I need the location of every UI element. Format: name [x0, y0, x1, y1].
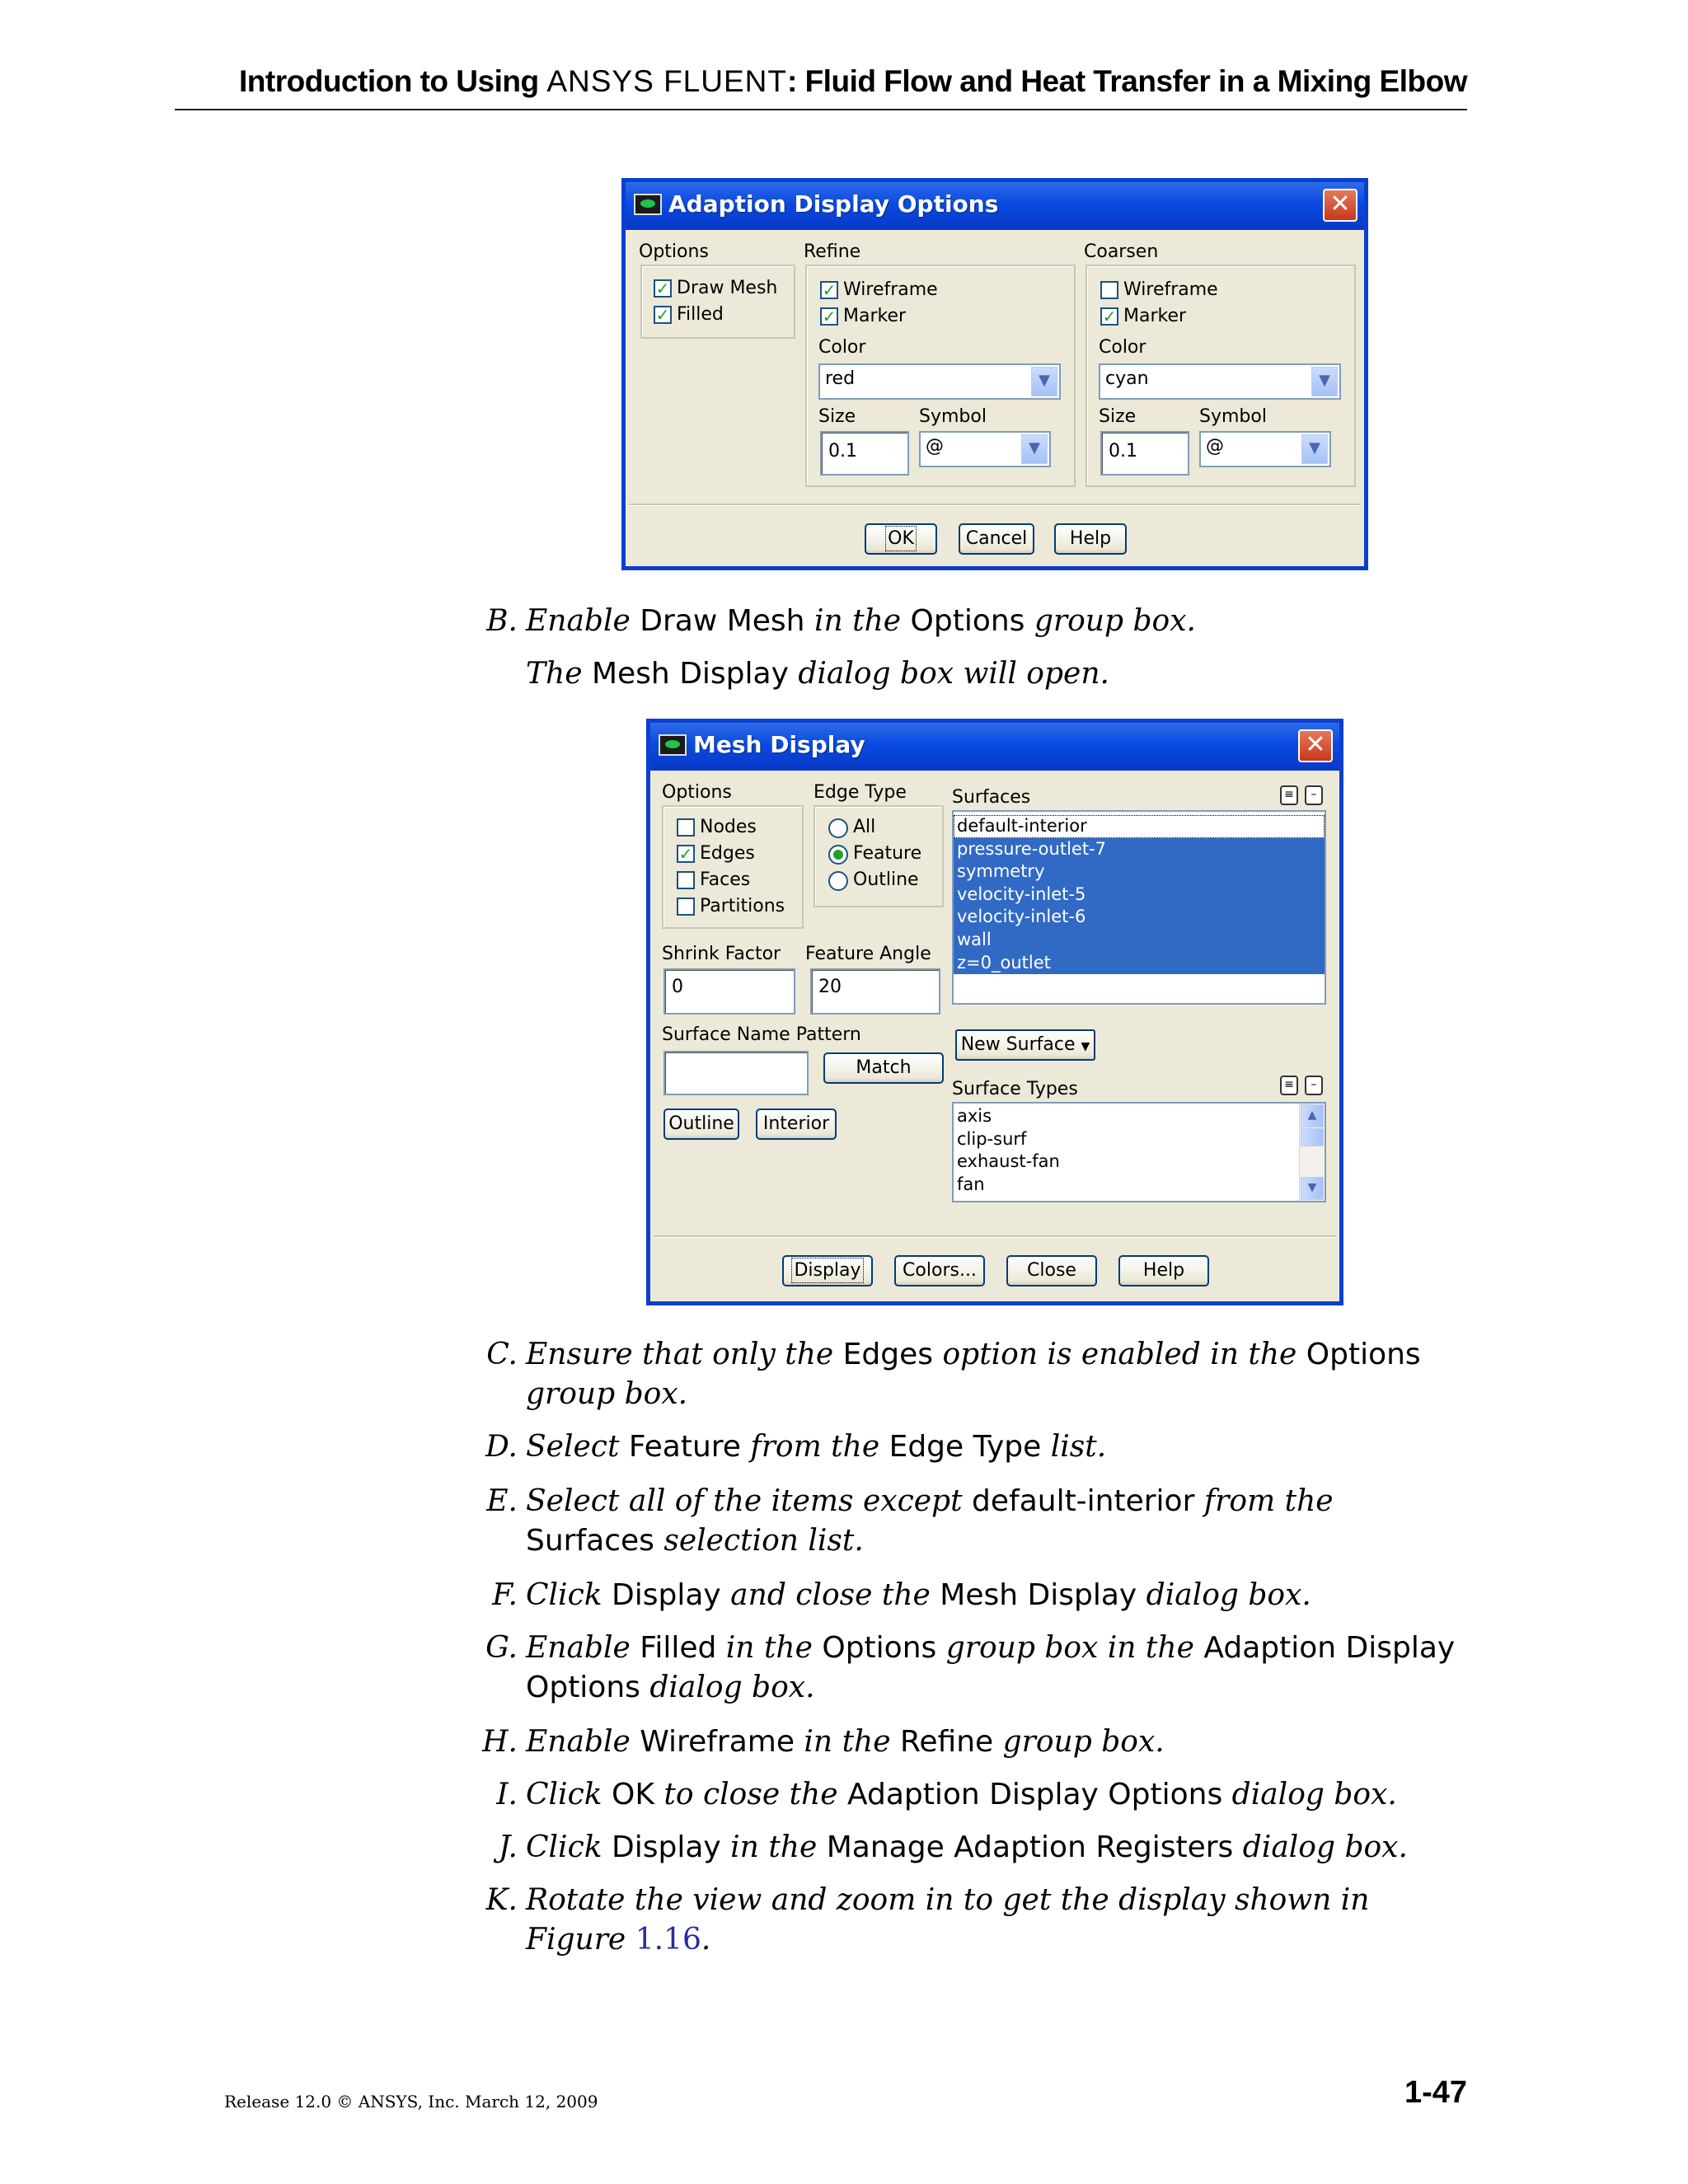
gui-term: OK	[612, 1778, 654, 1811]
gui-term: Filled	[640, 1631, 717, 1665]
text-run: in the	[814, 604, 902, 638]
coarsen-marker-checkbox[interactable]: ✓	[1100, 307, 1118, 326]
step-text	[526, 1482, 1467, 1561]
filled-checkbox[interactable]: ✓	[654, 306, 672, 324]
step-h	[476, 1722, 1467, 1762]
close-icon[interactable]: ✕	[1298, 729, 1333, 762]
shrink-factor-input[interactable]: 0	[663, 968, 795, 1015]
surface-name-pattern-input[interactable]	[663, 1051, 809, 1095]
surface-type-list-item[interactable]: clip-surf	[957, 1128, 1027, 1149]
divider	[654, 1235, 1336, 1238]
close-label: Close	[1027, 1260, 1076, 1281]
surface-list-item[interactable]: wall	[954, 929, 1325, 952]
coarsen-symbol-value: @	[1206, 436, 1224, 457]
refine-marker-checkbox[interactable]: ✓	[820, 307, 838, 326]
app-icon	[659, 734, 687, 756]
mesh-display-dialog	[646, 719, 1343, 1305]
edge-type-all-radio[interactable]	[828, 818, 848, 838]
refine-label: Refine	[804, 241, 861, 262]
text-run: .	[701, 1923, 711, 1957]
step-letter: I.	[496, 1778, 518, 1811]
text-run: Enable	[526, 604, 631, 638]
text-run: group box.	[526, 1377, 688, 1411]
edge-type-label: Edge Type	[814, 782, 907, 803]
divider	[629, 504, 1361, 506]
text-run: dialog box.	[1242, 1830, 1408, 1864]
edges-label: Edges	[700, 843, 755, 864]
nodes-checkbox[interactable]	[677, 818, 695, 837]
step-g	[476, 1629, 1467, 1708]
close-button[interactable]	[1006, 1255, 1097, 1286]
edge-type-outline-label: Outline	[853, 869, 919, 890]
step-c	[476, 1335, 1467, 1414]
page-number: 1-47	[1404, 2075, 1467, 2110]
header-prefix: Introduction to Using	[239, 64, 539, 98]
step-letter: G.	[485, 1631, 518, 1665]
gui-term: Options	[1306, 1338, 1421, 1371]
help-button[interactable]	[1118, 1255, 1209, 1286]
refine-color-label: Color	[818, 337, 866, 358]
chevron-down-icon[interactable]: ▼	[1031, 367, 1057, 396]
feature-angle-input[interactable]: 20	[810, 968, 940, 1015]
step-b-result	[476, 654, 1467, 694]
text-run: group box.	[1034, 604, 1196, 638]
match-button[interactable]	[823, 1052, 944, 1084]
gui-term: Draw Mesh	[640, 604, 805, 638]
dialog-title: Mesh Display	[693, 731, 865, 758]
gui-term: Refine	[899, 1725, 994, 1759]
partitions-checkbox[interactable]	[677, 898, 695, 916]
gui-term: Adaption Display Options	[526, 1631, 1456, 1704]
match-label: Match	[856, 1057, 912, 1078]
chevron-down-icon[interactable]: ▼	[1311, 367, 1338, 396]
step-text	[526, 1722, 1467, 1762]
surface-list-item[interactable]: z=0_outlet	[954, 952, 1325, 975]
deselect-all-icon[interactable]: –	[1305, 785, 1323, 805]
refine-marker-label: Marker	[843, 306, 907, 326]
text-run: dialog box.	[1231, 1778, 1397, 1811]
select-all-icon[interactable]: ≡	[1280, 1076, 1298, 1095]
step-letter: C.	[486, 1338, 518, 1371]
text-run: Enable	[526, 1631, 631, 1665]
filled-label: Filled	[677, 304, 724, 325]
coarsen-symbol-select[interactable]	[1199, 431, 1331, 467]
step-j	[476, 1828, 1467, 1868]
step-e	[476, 1482, 1467, 1561]
coarsen-wireframe-label: Wireframe	[1123, 279, 1218, 300]
gui-term: Mesh Display	[591, 657, 789, 691]
gui-term: Display	[612, 1830, 721, 1864]
faces-checkbox[interactable]	[677, 871, 695, 889]
text-run: option is enabled in the	[942, 1338, 1297, 1371]
step-text	[526, 602, 1467, 641]
surface-types-list[interactable]	[952, 1102, 1326, 1202]
running-header	[175, 59, 1467, 110]
step-letter: J.	[498, 1830, 518, 1864]
options-label: Options	[639, 241, 709, 262]
triangle-down-icon: ▼	[1081, 1040, 1090, 1053]
surface-list-item[interactable]: velocity-inlet-5	[954, 883, 1325, 907]
step-i	[476, 1775, 1467, 1815]
text-run: group box in the	[945, 1631, 1194, 1665]
edge-type-feature-radio[interactable]	[828, 845, 848, 865]
text-run: in the	[730, 1830, 818, 1864]
gui-term: Feature	[628, 1430, 741, 1464]
gui-term: Edges	[842, 1338, 934, 1371]
gui-term: Wireframe	[640, 1725, 795, 1759]
colors-label: Colors...	[903, 1260, 977, 1281]
coarsen-color-label: Color	[1099, 337, 1146, 358]
step-letter: E.	[486, 1484, 518, 1518]
scroll-up-icon[interactable]: ▲	[1301, 1104, 1324, 1127]
edge-type-feature-label: Feature	[853, 843, 922, 864]
text-run: The	[526, 657, 583, 691]
surface-type-list-item[interactable]: fan	[957, 1174, 985, 1194]
options-group	[640, 265, 795, 339]
scroll-down-icon[interactable]: ▼	[1301, 1177, 1324, 1200]
step-text	[526, 1629, 1467, 1708]
deselect-all-icon[interactable]: –	[1305, 1076, 1323, 1095]
nodes-label: Nodes	[700, 817, 757, 837]
text-run: list.	[1050, 1430, 1107, 1464]
text-run: Ensure that only the	[526, 1338, 834, 1371]
gui-term: Mesh Display	[940, 1578, 1137, 1612]
edge-type-all-label: All	[853, 817, 876, 837]
step-f	[476, 1576, 1467, 1615]
text-run: in the	[804, 1725, 891, 1759]
coarsen-wireframe-checkbox[interactable]	[1100, 281, 1118, 299]
draw-mesh-checkbox[interactable]: ✓	[654, 279, 672, 298]
display-button[interactable]	[782, 1255, 873, 1286]
edge-type-outline-radio[interactable]	[828, 871, 848, 891]
surface-list-item[interactable]: velocity-inlet-6	[954, 906, 1325, 929]
step-b	[476, 602, 1467, 641]
colors-button[interactable]	[894, 1255, 985, 1286]
interior-button[interactable]	[756, 1108, 837, 1140]
text-run: Click	[526, 1778, 603, 1811]
coarsen-color-value: cyan	[1105, 368, 1149, 389]
refine-wireframe-checkbox[interactable]: ✓	[820, 281, 838, 299]
options-label: Options	[662, 782, 732, 803]
refine-symbol-label: Symbol	[919, 406, 987, 427]
adaption-display-options-dialog	[621, 178, 1368, 570]
refine-symbol-select[interactable]	[919, 431, 1051, 467]
help-button[interactable]	[1054, 523, 1127, 555]
step-d	[476, 1427, 1467, 1467]
refine-color-select[interactable]	[818, 363, 1061, 400]
cancel-button[interactable]	[959, 523, 1034, 555]
figure-reference-link[interactable]: 1.16	[635, 1923, 701, 1957]
surfaces-list-items	[954, 812, 1325, 974]
step-text	[526, 1576, 1467, 1615]
text-run: Click	[526, 1830, 603, 1864]
step-letter: D.	[485, 1430, 518, 1464]
text-run: Select all of the items except	[526, 1484, 963, 1518]
step-text	[526, 1828, 1467, 1868]
mesh-title-bar[interactable]	[650, 723, 1339, 771]
surfaces-label: Surfaces	[952, 787, 1031, 808]
draw-mesh-label: Draw Mesh	[677, 278, 778, 298]
refine-wireframe-label: Wireframe	[843, 279, 938, 300]
ok-button[interactable]	[865, 523, 937, 555]
outline-button-label: Outline	[668, 1113, 734, 1134]
surface-list-item[interactable]: pressure-outlet-7	[954, 838, 1325, 861]
help-label: Help	[1069, 528, 1112, 549]
coarsen-color-select[interactable]	[1099, 363, 1341, 400]
text-run: dialog box will open.	[798, 657, 1109, 691]
gui-term: Display	[612, 1578, 721, 1612]
surface-type-list-item[interactable]: axis	[957, 1106, 992, 1126]
text-run: group box.	[1002, 1725, 1165, 1759]
surface-type-list-item[interactable]: exhaust-fan	[957, 1151, 1060, 1172]
text-run: dialog box.	[649, 1671, 815, 1704]
gui-term: Options	[910, 604, 1025, 638]
coarsen-marker-label: Marker	[1123, 306, 1187, 326]
dialog-title: Adaption Display Options	[668, 190, 999, 218]
surface-types-list-items	[954, 1104, 1325, 1196]
gui-term: default-interior	[972, 1484, 1195, 1518]
gui-term: Manage Adaption Registers	[826, 1830, 1234, 1864]
text-run: Rotate the view and zoom in to get the display shown in Figure	[526, 1883, 1370, 1957]
header-suffix: : Fluid Flow and Heat Transfer in a Mixing Elbow	[786, 64, 1467, 98]
release-footer: Release 12.0 © ANSYS, Inc. March 12, 2009	[224, 2092, 598, 2111]
surface-types-label: Surface Types	[952, 1079, 1078, 1099]
text-run: Click	[526, 1578, 603, 1612]
step-letter: F.	[492, 1578, 518, 1612]
refine-symbol-value: @	[926, 436, 944, 457]
ok-label: OK	[888, 528, 914, 549]
step-text	[526, 1335, 1467, 1414]
interior-button-label: Interior	[762, 1113, 830, 1134]
gui-term: Adaption Display Options	[847, 1778, 1223, 1811]
text-run: from the	[1203, 1484, 1334, 1518]
refine-size-input[interactable]: 0.1	[820, 431, 909, 476]
text-run: from the	[750, 1430, 880, 1464]
new-surface-label: New Surface	[960, 1034, 1076, 1055]
coarsen-size-input[interactable]: 0.1	[1100, 431, 1189, 476]
faces-label: Faces	[700, 869, 751, 890]
outline-button[interactable]	[663, 1108, 739, 1140]
step-text	[526, 1427, 1467, 1467]
gui-term: Edge Type	[889, 1430, 1042, 1464]
text-run: and close the	[730, 1578, 931, 1612]
text-run: to close the	[663, 1778, 838, 1811]
cancel-label: Cancel	[965, 528, 1028, 549]
partitions-label: Partitions	[700, 896, 785, 916]
coarsen-symbol-label: Symbol	[1199, 406, 1267, 427]
close-icon[interactable]: ✕	[1323, 189, 1357, 222]
scroll-thumb[interactable]	[1301, 1128, 1324, 1146]
display-label: Display	[794, 1260, 861, 1281]
header-product: ANSYS FLUENT	[546, 64, 787, 98]
new-surface-dropdown[interactable]	[955, 1029, 1095, 1061]
surface-list-item[interactable]: symmetry	[954, 860, 1325, 883]
adaption-title-bar[interactable]	[626, 182, 1364, 230]
edges-checkbox[interactable]: ✓	[677, 845, 695, 863]
coarsen-size-label: Size	[1099, 406, 1137, 427]
app-icon	[634, 194, 662, 215]
feature-angle-label: Feature Angle	[805, 944, 931, 964]
text-run: in the	[725, 1631, 813, 1665]
select-all-icon[interactable]: ≡	[1280, 785, 1298, 805]
text-run: Enable	[526, 1725, 631, 1759]
header-title	[239, 64, 1467, 99]
shrink-factor-label: Shrink Factor	[662, 944, 781, 964]
gui-term: Surfaces	[526, 1524, 654, 1558]
step-letter: K.	[485, 1883, 518, 1917]
step-k	[476, 1881, 1467, 1960]
refine-color-value: red	[825, 368, 856, 389]
step-letter: B.	[486, 604, 518, 638]
surface-name-pattern-label: Surface Name Pattern	[662, 1024, 861, 1045]
gui-term: Options	[822, 1631, 937, 1665]
chevron-down-icon[interactable]: ▼	[1021, 434, 1048, 464]
scrollbar[interactable]	[1299, 1104, 1325, 1201]
step-text	[526, 1881, 1467, 1960]
step-letter: H.	[482, 1725, 518, 1759]
surface-list-item[interactable]: default-interior	[954, 815, 1325, 838]
text-run: selection list.	[663, 1524, 864, 1558]
text-run: Select	[526, 1430, 620, 1464]
text-run: dialog box.	[1146, 1578, 1311, 1612]
coarsen-label: Coarsen	[1084, 241, 1159, 262]
help-label: Help	[1142, 1260, 1185, 1281]
step-text	[526, 1775, 1467, 1815]
surfaces-list[interactable]	[952, 810, 1326, 1005]
step-text	[526, 654, 1467, 694]
refine-size-label: Size	[818, 406, 856, 427]
chevron-down-icon[interactable]: ▼	[1301, 434, 1328, 464]
